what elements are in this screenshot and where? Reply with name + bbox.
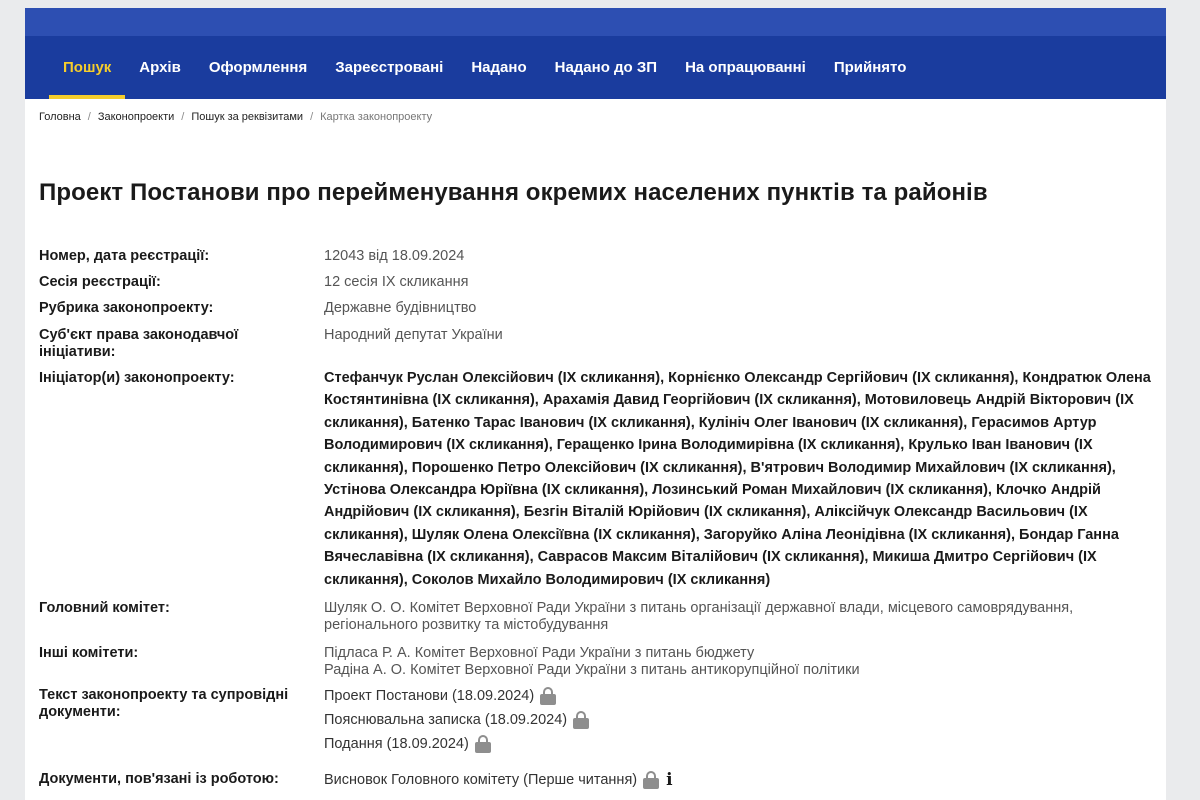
field-row-rubric bbox=[39, 300, 1154, 327]
info-icon[interactable]: i bbox=[666, 769, 673, 790]
breadcrumb-current-bill-card: Картка законопроекту bbox=[320, 111, 433, 123]
field-row-main-committee bbox=[39, 600, 1154, 645]
lock-icon[interactable] bbox=[573, 711, 589, 729]
other-committee-item: Підласа Р. А. Комітет Верховної Ради України з питань бюджету bbox=[324, 645, 755, 661]
session-value: 12 сесія IX скликання bbox=[324, 274, 469, 290]
breadcrumb-separator: / bbox=[310, 111, 314, 123]
breadcrumb-home[interactable]: Головна bbox=[39, 111, 81, 123]
field-row-initiators bbox=[39, 370, 1154, 600]
initiators-value: Стефанчук Руслан Олексійович (IX скликання), Корнієнко Олександр Сергійович (IX скликання), Кондратюк Олена Костянтинівна (IX скликання), Арахамія Давид Георгійович (IX скликання), Мотовиловець Андрій Вікторович (IX скликання), Батенко Тарас Іванович (IX скликання), Кулініч Олег Іванович (IX скликання), Герасимов Артур Володимирович (IX скликання), Геращенко Ірина Володимирівна (IX скликання), Крулько Іван Іванович (IX скликання), Порошенко Петро Олексійович (IX скликання), В'ятрович Володимир Михайлович (IX скликання), Устінова Олександра Юріївна (IX скликання), Лозинський Роман Михайлович (IX скликання), Клочко Андрій Андрійович (IX скликання), Безгін Віталій Юрійович (IX скликання), Аліксійчук Олександр Васильович (IX скликання), Шуляк Олена Олексіївна (IX скликання), Загоруйко Аліна Леонідівна (IX скликання), Бондар Ганна Вячеславівна (IX скликання), Саврасов Максим Віталійович (IX скликання), Микиша Дмитро Сергійович (IX скликання), Соколов Михайло Володимирович (IX скликання) bbox=[324, 370, 1151, 588]
registration-number-value: 12043 від 18.09.2024 bbox=[324, 248, 465, 264]
breadcrumb-separator: / bbox=[181, 111, 185, 123]
field-label: Текст законопроекту та супровідні документи: bbox=[39, 687, 289, 720]
breadcrumb bbox=[39, 111, 432, 123]
breadcrumb-bills[interactable]: Законопроекти bbox=[97, 111, 175, 123]
other-committee-item: Радіна А. О. Комітет Верховної Ради України з питань антикорупційної політики bbox=[324, 662, 860, 678]
document-item bbox=[324, 768, 1154, 792]
document-item bbox=[324, 684, 1154, 708]
field-row-documents bbox=[39, 684, 1154, 768]
field-row-session bbox=[39, 274, 1154, 300]
rubric-value: Державне будівництво bbox=[324, 300, 477, 316]
nav-item-adopted[interactable]: Прийнято bbox=[833, 59, 907, 76]
main-committee-value: Шуляк О. О. Комітет Верховної Ради України з питань організації державної влади, місцевого самоврядування, регіонального розвитку та містобудування bbox=[324, 600, 1074, 633]
field-label: Суб'єкт права законодавчої ініціативи: bbox=[39, 327, 239, 360]
document-item bbox=[324, 732, 1154, 756]
page-title: Проект Постанови про перейменування окремих населених пунктів та районів bbox=[39, 179, 988, 206]
lock-icon[interactable] bbox=[540, 687, 556, 705]
nav-item-registered[interactable]: Зареєстровані bbox=[335, 59, 444, 76]
field-label: Інші комітети: bbox=[39, 645, 139, 661]
field-label: Головний комітет: bbox=[39, 600, 170, 616]
nav-item-submitted-to-plenary[interactable]: Надано до ЗП bbox=[554, 59, 658, 76]
document-link[interactable]: Пояснювальна записка (18.09.2024) bbox=[324, 711, 568, 728]
lock-icon[interactable] bbox=[475, 735, 491, 753]
breadcrumb-separator: / bbox=[87, 111, 91, 123]
document-link[interactable]: Висновок Головного комітету (Перше читання) bbox=[324, 771, 638, 788]
other-committees-value bbox=[324, 645, 1154, 687]
nav-item-archive[interactable]: Архів bbox=[139, 59, 181, 76]
field-row-other-committees bbox=[39, 645, 1154, 687]
main-content bbox=[25, 99, 1166, 800]
work-documents-list bbox=[324, 768, 1154, 798]
nav-item-drafting[interactable]: Оформлення bbox=[208, 59, 308, 76]
field-label: Ініціатор(и) законопроекту: bbox=[39, 370, 235, 386]
field-row-work-documents bbox=[39, 768, 1154, 798]
bill-info-table bbox=[39, 248, 1154, 798]
breadcrumb-search-by-details[interactable]: Пошук за реквізитами bbox=[191, 111, 304, 123]
nav-item-in-processing[interactable]: На опрацюванні bbox=[685, 59, 806, 76]
field-row-registration bbox=[39, 248, 1154, 274]
top-banner-strip bbox=[25, 8, 1166, 36]
field-label: Рубрика законопроекту: bbox=[39, 300, 214, 316]
field-label: Документи, пов'язані із роботою: bbox=[39, 771, 279, 787]
field-label: Номер, дата реєстрації: bbox=[39, 248, 210, 264]
documents-list bbox=[324, 684, 1154, 768]
document-link[interactable]: Проект Постанови (18.09.2024) bbox=[324, 687, 535, 704]
document-link[interactable]: Подання (18.09.2024) bbox=[324, 735, 469, 752]
lock-icon[interactable] bbox=[643, 771, 659, 789]
nav-item-search[interactable]: Пошук bbox=[49, 36, 125, 99]
document-item bbox=[324, 708, 1154, 732]
subject-value: Народний депутат України bbox=[324, 327, 503, 343]
nav-item-submitted[interactable]: Надано bbox=[471, 59, 527, 76]
field-label: Сесія реєстрації: bbox=[39, 274, 161, 290]
field-row-subject bbox=[39, 327, 1154, 370]
main-navigation bbox=[25, 36, 1166, 99]
